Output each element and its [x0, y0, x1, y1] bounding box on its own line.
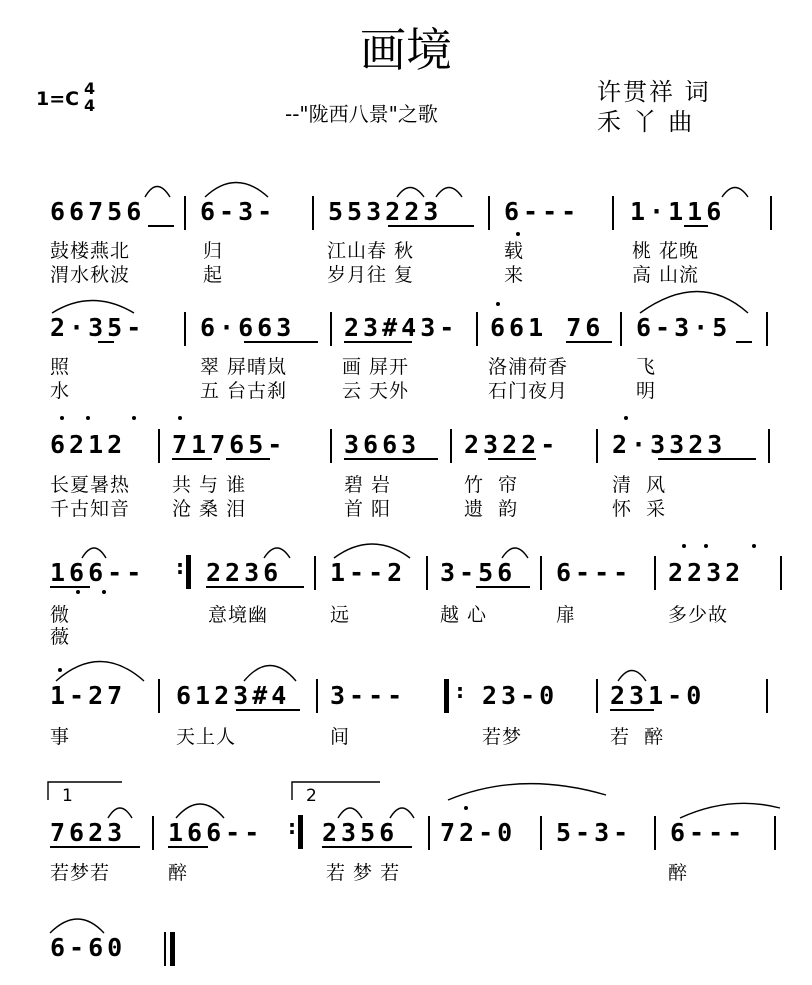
measure: 7623 — [50, 818, 127, 847]
lyric-line-1: 微 — [50, 604, 71, 626]
lyric-line-1: 飞 — [636, 356, 657, 378]
lyric-line-2: 沧 桑 泪 — [172, 498, 247, 520]
lyric-line-1: 天上人 — [176, 726, 237, 748]
lyric-line-1: 桃 花晚 — [632, 240, 700, 262]
measure: 231-0 — [610, 681, 706, 710]
measure: 2·35- — [50, 313, 146, 342]
lyric-line-1: 归 — [203, 240, 224, 262]
measure: 3663 — [344, 430, 421, 459]
measure: 2·3323 — [612, 430, 727, 459]
slur — [82, 548, 106, 558]
lyric-line-2: 五 台古刹 — [200, 380, 288, 402]
measure: 23-0 — [482, 681, 559, 710]
lyric-line-1: 间 — [330, 726, 351, 748]
subtitle: --"陇西八景"之歌 — [285, 102, 438, 126]
lyric-line-2: 首 阳 — [344, 498, 392, 520]
lyric-line-1: 越 心 — [440, 604, 488, 626]
slur — [680, 803, 780, 818]
lyric-line-2: 岁月往 复 — [327, 264, 415, 286]
lyric-line-1: 江山春 秋 — [327, 240, 415, 262]
slur — [56, 662, 144, 682]
measure: 6--- — [556, 558, 633, 587]
slur — [397, 188, 424, 198]
measure: 553223 — [328, 197, 443, 226]
lyric-line-1: 载 — [504, 240, 525, 262]
measure: 1-27 — [50, 681, 127, 710]
lyric-line-1: 醉 — [668, 862, 689, 884]
time-signature-top: 4 — [84, 79, 96, 98]
lyric-line-1: 碧 岩 — [344, 474, 392, 496]
octave-dots — [58, 232, 756, 810]
lyric-line-2: 石门夜月 — [488, 380, 569, 402]
slur — [52, 301, 134, 314]
lyricist-credit: 许贯祥 词 — [597, 78, 711, 106]
lyric-line-2: 起 — [203, 264, 224, 286]
measure: 2356 — [322, 818, 399, 847]
lyric-line-1: 鼓楼燕北 — [50, 240, 131, 262]
measure: 3--- — [330, 681, 407, 710]
lyric-line-1: 照 — [50, 356, 71, 378]
measure: 6--- — [504, 197, 581, 226]
slur — [145, 187, 170, 198]
lyric-line-1: 共 与 谁 — [172, 474, 247, 496]
lyric-line-1: 画 屏开 — [342, 356, 410, 378]
measure: 66756 — [50, 197, 146, 226]
lyric-line-1: 若梦若 — [50, 862, 111, 884]
lyric-line-2: 薇 — [50, 626, 71, 648]
volta-2-label: 2 — [306, 786, 317, 806]
measure: 6·663 — [200, 313, 296, 342]
lyric-line-1: 意境幽 — [208, 604, 269, 626]
measure: 1--2 — [330, 558, 407, 587]
measure: 6-60 — [50, 933, 127, 962]
slur — [176, 804, 224, 818]
lyric-line-2: 明 — [636, 380, 657, 402]
repeat-dots: : — [176, 555, 184, 579]
lyric-line-2: 水 — [50, 380, 71, 402]
slur — [502, 548, 528, 558]
measure: 3-56 — [440, 558, 517, 587]
slur — [618, 671, 646, 682]
page-title: 画境 — [360, 23, 452, 77]
lyric-line-2: 怀 采 — [612, 498, 667, 520]
measure: 5-3- — [556, 818, 633, 847]
measure: 1·116 — [630, 197, 726, 226]
measure: 6-3- — [200, 197, 277, 226]
measure: 71765- — [172, 430, 287, 459]
slur — [244, 666, 296, 682]
slur — [264, 548, 290, 558]
lyric-line-1: 扉 — [556, 604, 577, 626]
measure: 2322- — [464, 430, 560, 459]
slur — [338, 808, 362, 818]
lyric-line-1: 洛浦荷香 — [488, 356, 569, 378]
slur — [334, 544, 410, 558]
lyric-line-1: 长夏暑热 — [50, 474, 131, 496]
measure: 6-3·5 — [636, 313, 732, 342]
repeat-dots: : — [288, 815, 296, 839]
slur — [108, 808, 132, 818]
measure: 166-- — [168, 818, 264, 847]
measure: 6--- — [670, 818, 747, 847]
volta-bracket — [48, 782, 122, 800]
key-signature: 1=C — [36, 88, 80, 110]
lyric-line-2: 渭水秋波 — [50, 264, 131, 286]
lyric-line-1: 若 梦 若 — [326, 862, 401, 884]
lyric-line-2: 遗 韵 — [464, 498, 519, 520]
slur — [205, 183, 268, 198]
time-signature-bottom: 4 — [84, 96, 96, 115]
slur — [436, 188, 462, 198]
slur — [448, 784, 606, 800]
lyric-line-1: 清 风 — [612, 474, 667, 496]
slur — [390, 808, 414, 818]
slur — [50, 919, 104, 933]
lyric-line-2: 来 — [504, 264, 525, 286]
lyric-line-2: 高 山流 — [632, 264, 700, 286]
volta-1-label: 1 — [62, 786, 73, 806]
measure: 6123#4 — [176, 681, 291, 710]
lyric-line-1: 醉 — [168, 862, 189, 884]
lyric-line-1: 翠 屏晴岚 — [200, 356, 288, 378]
lyric-line-1: 若 醉 — [610, 726, 665, 748]
composer-credit: 禾 丫 曲 — [597, 108, 695, 136]
lyric-line-2: 云 天外 — [342, 380, 410, 402]
repeat-dots: : — [456, 679, 464, 703]
slur — [640, 292, 748, 314]
lyric-line-1: 事 — [50, 726, 71, 748]
slur — [722, 188, 748, 198]
measure: 72-0 — [440, 818, 517, 847]
underlines — [50, 226, 756, 847]
lyric-line-1: 多少故 — [668, 604, 729, 626]
lyric-line-1: 若梦 — [482, 726, 523, 748]
measure: 166-- — [50, 558, 146, 587]
measure: 661 76 — [490, 313, 605, 342]
measure: 6212 — [50, 430, 127, 459]
measure: 2232 — [668, 558, 745, 587]
lyric-line-2: 千古知音 — [50, 498, 131, 520]
lyric-line-1: 竹 帘 — [464, 474, 519, 496]
lyric-line-1: 远 — [330, 604, 351, 626]
measure: 23#43- — [344, 313, 459, 342]
measure: 2236 — [206, 558, 283, 587]
volta-bracket — [292, 782, 380, 800]
